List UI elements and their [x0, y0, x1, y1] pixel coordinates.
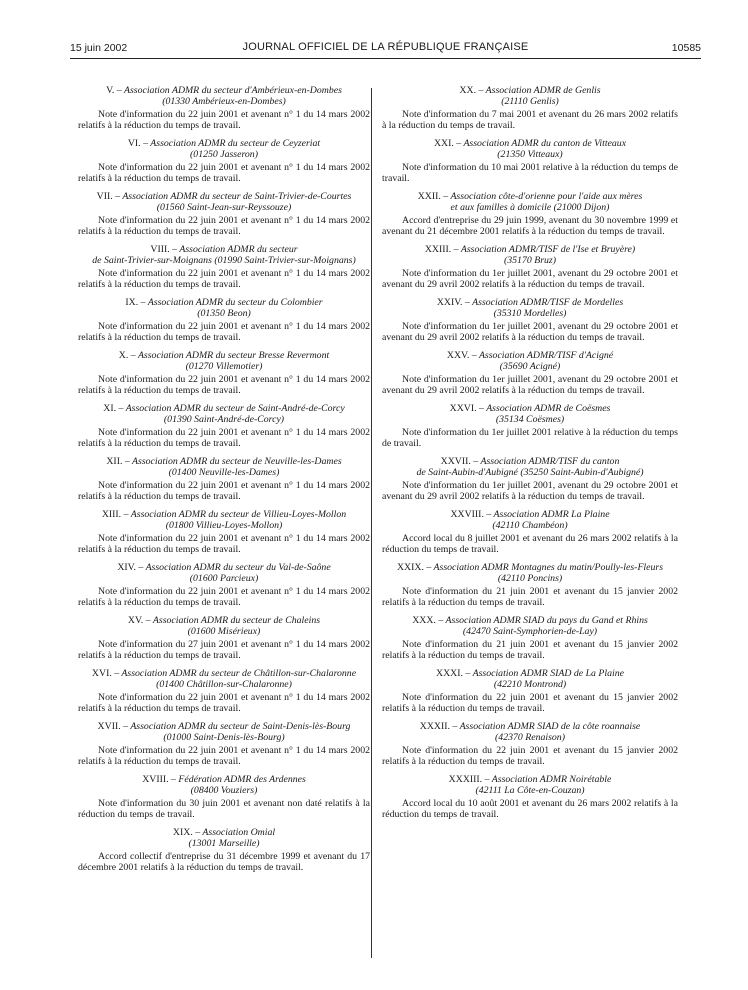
notice-entry [382, 139, 678, 184]
header-date: 15 juin 2002 [70, 42, 128, 54]
entry-place: (21110 Genlis) [501, 95, 559, 107]
notice-entry [382, 298, 678, 343]
notice-entry [382, 563, 678, 608]
entry-note: Accord collectif d'entreprise du 31 décembre 1999 et avenant du 17 décembre 2001 relatifs à la réduction du temps de travail. [78, 851, 370, 873]
entry-place: (42210 Montrond) [493, 678, 567, 690]
entry-number: V. – [106, 85, 122, 96]
entry-place: (42110 Poncins) [497, 572, 563, 584]
entry-place: (42111 La Côte-en-Couzan) [475, 784, 585, 796]
entry-place: (35690 Acigné) [499, 360, 561, 372]
entry-number: XX. – [459, 85, 484, 96]
page-number: 10585 [671, 42, 701, 54]
notice-entry [78, 245, 370, 290]
journal-title: JOURNAL OFFICIEL DE LA RÉPUBLIQUE FRANÇAISE [242, 41, 529, 53]
entry-place: (35134 Coësmes) [495, 413, 565, 425]
left-column [78, 86, 370, 881]
entry-title: Association ADMR SIAD de La Plaine [472, 668, 624, 679]
entry-title: Association ADMR du secteur [179, 244, 298, 255]
entry-heading [382, 298, 678, 319]
entry-place: (35170 Bruz) [504, 254, 556, 266]
entry-note: Note d'information du 22 juin 2001 et avenant n° 1 du 14 mars 2002 relatifs à la réduction du temps de travail. [78, 745, 370, 767]
entry-number: XXIII. – [424, 244, 459, 255]
entry-heading [78, 828, 370, 849]
entry-number: XIV. – [117, 562, 144, 573]
entry-note: Note d'information du 7 mai 2001 et avenant du 26 mars 2002 relatifs à la réduction du temps de travail. [382, 109, 678, 131]
notice-entry [78, 86, 370, 131]
notice-entry [78, 722, 370, 767]
entry-note: Note d'information du 22 juin 2001 et avenant n° 1 du 14 mars 2002 relatifs à la réduction du temps de travail. [78, 427, 370, 449]
entry-number: XV. – [127, 615, 151, 626]
entry-place: (35310 Mordelles) [493, 307, 567, 319]
entry-place: (01400 Châtillon-sur-Chalaronne) [156, 678, 292, 690]
entry-heading [78, 298, 370, 319]
notice-entry [78, 828, 370, 873]
entry-number: XVI. – [91, 668, 120, 679]
entry-note: Note d'information du 22 juin 2001 et avenant n° 1 du 14 mars 2002 relatifs à la réduction du temps de travail. [78, 374, 370, 396]
entry-place: (01250 Jasseron) [190, 148, 258, 160]
entry-number: XXVI. – [449, 403, 484, 414]
entry-number: XXXIII. – [448, 774, 490, 785]
entry-number: XXVII. – [440, 456, 479, 467]
entry-note: Note d'information du 22 juin 2001 et avenant n° 1 du 14 mars 2002 relatifs à la réduction du temps de travail. [78, 321, 370, 343]
entry-place: (01390 Saint-André-de-Corcy) [163, 413, 285, 425]
entry-note: Accord local du 8 juillet 2001 et avenant du 26 mars 2002 relatifs à la réduction du temps de travail. [382, 533, 678, 555]
entry-heading [78, 139, 370, 160]
entry-title: Association ADMR Montagnes du matin/Poully-les-Fleurs [433, 562, 664, 573]
entry-heading [382, 457, 678, 478]
entry-place: (01270 Villemotier) [185, 360, 263, 372]
entry-place: (42470 Saint-Symphorien-de-Lay) [462, 625, 598, 637]
entry-title: Association ADMR/TISF d'Acigné [478, 350, 614, 361]
entry-title: Association ADMR du secteur d'Ambérieux-en-Dombes [123, 85, 342, 96]
entry-title: Association ADMR du secteur de Neuville-les-Dames [132, 456, 342, 467]
entry-number: VIII. – [150, 244, 178, 255]
entry-number: XXX. – [412, 615, 444, 626]
notice-entry [78, 563, 370, 608]
entry-note: Note d'information du 22 juin 2001 et avenant n° 1 du 14 mars 2002 relatifs à la réduction du temps de travail. [78, 162, 370, 184]
entry-title: Association ADMR du secteur du Val-de-Saône [145, 562, 331, 573]
entry-note: Note d'information du 21 juin 2001 et avenant du 15 janvier 2002 relatifs à la réduction du temps de travail. [382, 586, 678, 608]
entry-heading [78, 510, 370, 531]
entry-title: Association ADMR du secteur de Saint-André-de-Corcy [125, 403, 345, 414]
entry-title: Association ADMR du secteur du Colombier [147, 297, 323, 308]
entry-number: XII. – [106, 456, 130, 467]
entry-note: Note d'information du 22 juin 2001 et avenant du 15 janvier 2002 relatifs à la réduction du temps de travail. [382, 692, 678, 714]
entry-number: XXI. – [433, 138, 462, 149]
entry-heading [382, 404, 678, 425]
entry-number: VI. – [127, 138, 148, 149]
entry-title: Association ADMR du secteur de Ceyzeriat [150, 138, 321, 149]
entry-title: Fédération ADMR des Ardennes [178, 774, 306, 785]
entry-title: Association ADMR La Plaine [493, 509, 610, 520]
notice-entry [78, 669, 370, 714]
entry-title: Association ADMR SIAD de la côte roannaise [459, 721, 641, 732]
entry-place: de Saint-Aubin-d'Aubigné (35250 Saint-Aubin-d'Aubigné) [416, 466, 644, 478]
entry-number: XI. – [103, 403, 124, 414]
entry-note: Accord local du 10 août 2001 et avenant du 26 mars 2002 relatifs à la réduction du temps de travail. [382, 798, 678, 820]
entry-number: XIX. – [172, 827, 201, 838]
entry-heading [382, 245, 678, 266]
entry-title: Association ADMR du secteur de Saint-Denis-lès-Bourg [130, 721, 351, 732]
notice-entry [382, 86, 678, 131]
notice-entry [78, 404, 370, 449]
entry-title: Association ADMR du secteur de Villieu-Loyes-Mollon [130, 509, 347, 520]
notice-entry [78, 616, 370, 661]
entry-number: XIII. – [101, 509, 129, 520]
notice-entry [382, 351, 678, 396]
entry-heading [382, 616, 678, 637]
entry-heading [382, 86, 678, 107]
entry-heading [382, 510, 678, 531]
entry-note: Note d'information du 1er juillet 2001, avenant du 29 octobre 2001 et avenant du 29 avril 2002 relatifs à la réduction du temps de travail. [382, 268, 678, 290]
notice-entry [382, 245, 678, 290]
entry-note: Note d'information du 22 juin 2001 et avenant n° 1 du 14 mars 2002 relatifs à la réduction du temps de travail. [78, 586, 370, 608]
entry-place: (08400 Vouziers) [190, 784, 258, 796]
entry-number: XXXII. – [419, 721, 458, 732]
entry-heading [78, 775, 370, 796]
entry-note: Note d'information du 1er juillet 2001 relative à la réduction du temps de travail. [382, 427, 678, 449]
entry-place: (01560 Saint-Jean-sur-Reyssouze) [156, 201, 292, 213]
entry-number: XXIV. – [436, 297, 470, 308]
entry-title: Association ADMR/TISF du canton [480, 456, 620, 467]
header-rule [70, 58, 701, 59]
entry-title: Association ADMR de Genlis [485, 85, 601, 96]
entry-heading [78, 86, 370, 107]
entry-place: de Saint-Trivier-sur-Moignans (01990 Saint-Trivier-sur-Moignans) [92, 254, 356, 266]
entry-heading [78, 404, 370, 425]
entry-note: Note d'information du 1er juillet 2001, avenant du 29 octobre 2001 et avenant du 29 avril 2002 relatifs à la réduction du temps de travail. [382, 480, 678, 502]
entry-title: Association ADMR/TISF de Mordelles [472, 297, 624, 308]
notice-entry [382, 192, 678, 237]
entry-number: XXIX. – [396, 562, 432, 573]
page-header [70, 40, 701, 58]
entry-heading [382, 775, 678, 796]
entry-note: Note d'information du 10 mai 2001 relative à la réduction du temps de travail. [382, 162, 678, 184]
entry-title: Association ADMR du canton de Vitteaux [463, 138, 627, 149]
entry-note: Note d'information du 22 juin 2001 et avenant n° 1 du 14 mars 2002 relatifs à la réduction du temps de travail. [78, 109, 370, 131]
entry-heading [78, 722, 370, 743]
notice-entry [382, 775, 678, 820]
entry-place: (01330 Ambérieux-en-Dombes) [162, 95, 286, 107]
notice-entry [382, 404, 678, 449]
entry-place: (01350 Beon) [197, 307, 251, 319]
notice-entry [382, 722, 678, 767]
entry-number: X. – [118, 350, 136, 361]
entry-heading [78, 245, 370, 266]
entry-heading [78, 563, 370, 584]
entry-heading [78, 192, 370, 213]
entry-place: (42110 Chambéon) [492, 519, 568, 531]
entry-place: (42370 Renaison) [495, 731, 565, 743]
entry-title: Association ADMR Noirétable [491, 774, 612, 785]
entry-title: Association Omial [202, 827, 276, 838]
entry-number: XVII. – [97, 721, 129, 732]
entry-heading [382, 192, 678, 213]
entry-note: Note d'information du 30 juin 2001 et avenant non daté relatifs à la réduction du temps de travail. [78, 798, 370, 820]
entry-title: Association ADMR du secteur de Chaleins [152, 615, 321, 626]
entry-note: Note d'information du 22 juin 2001 et avenant n° 1 du 14 mars 2002 relatifs à la réduction du temps de travail. [78, 480, 370, 502]
entry-note: Note d'information du 27 juin 2001 et avenant n° 1 du 14 mars 2002 relatifs à la réduction du temps de travail. [78, 639, 370, 661]
notice-entry [78, 510, 370, 555]
entry-place: et aux familles à domicile (21000 Dijon) [450, 201, 610, 213]
entry-title: Association ADMR du secteur Bresse Revermont [137, 350, 330, 361]
entry-note: Note d'information du 21 juin 2001 et avenant du 15 janvier 2002 relatifs à la réduction du temps de travail. [382, 639, 678, 661]
entry-number: XXXI. – [436, 668, 471, 679]
entry-number: XVIII. – [142, 774, 176, 785]
notice-entry [78, 351, 370, 396]
entry-heading [382, 669, 678, 690]
entry-note: Accord d'entreprise du 29 juin 1999, avenant du 30 novembre 1999 et avenant du 21 décembre 2001 relatifs à la réduction du temps de travail. [382, 215, 678, 237]
entry-place: (01600 Misérieux) [187, 625, 261, 637]
entry-heading [382, 563, 678, 584]
right-column [382, 86, 678, 828]
notice-entry [78, 192, 370, 237]
notice-entry [382, 616, 678, 661]
entry-heading [78, 616, 370, 637]
entry-heading [382, 139, 678, 160]
entry-place: (21350 Vitteaux) [497, 148, 563, 160]
notice-entry [78, 298, 370, 343]
entry-number: XXVIII. – [450, 509, 492, 520]
entry-place: (01800 Villieu-Loyes-Mollon) [165, 519, 283, 531]
entry-title: Association ADMR du secteur de Châtillon-sur-Chalaronne [121, 668, 357, 679]
entry-place: (01400 Neuville-les-Dames) [168, 466, 280, 478]
entry-heading [382, 722, 678, 743]
entry-note: Note d'information du 22 juin 2001 et avenant n° 1 du 14 mars 2002 relatifs à la réduction du temps de travail. [78, 215, 370, 237]
entry-note: Note d'information du 22 juin 2001 et avenant n° 1 du 14 mars 2002 relatifs à la réduction du temps de travail. [78, 268, 370, 290]
entry-number: IX. – [125, 297, 146, 308]
entry-place: (01600 Parcieux) [189, 572, 259, 584]
entry-heading [78, 457, 370, 478]
notice-entry [78, 775, 370, 820]
entry-note: Note d'information du 22 juin 2001 et avenant n° 1 du 14 mars 2002 relatifs à la réduction du temps de travail. [78, 533, 370, 555]
entry-heading [78, 351, 370, 372]
notice-entry [78, 139, 370, 184]
entry-note: Note d'information du 22 juin 2001 et avenant du 15 janvier 2002 relatifs à la réduction du temps de travail. [382, 745, 678, 767]
entry-heading [382, 351, 678, 372]
entry-number: XXII. – [417, 191, 449, 202]
entry-note: Note d'information du 22 juin 2001 et avenant n° 1 du 14 mars 2002 relatifs à la réduction du temps de travail. [78, 692, 370, 714]
notice-entry [382, 510, 678, 555]
entry-number: VII. – [96, 191, 121, 202]
entry-title: Association ADMR SIAD du pays du Gand et Rhins [445, 615, 648, 626]
notice-entry [382, 669, 678, 714]
column-divider [371, 88, 372, 958]
entry-place: (13001 Marseille) [188, 837, 260, 849]
entry-note: Note d'information du 1er juillet 2001, avenant du 29 octobre 2001 et avenant du 29 avril 2002 relatifs à la réduction du temps de travail. [382, 321, 678, 343]
entry-place: (01000 Saint-Denis-lès-Bourg) [163, 731, 285, 743]
entry-title: Association ADMR du secteur de Saint-Trivier-de-Courtes [122, 191, 352, 202]
entry-title: Association ADMR de Coësmes [486, 403, 611, 414]
notice-entry [382, 457, 678, 502]
notice-entry [78, 457, 370, 502]
entry-heading [78, 669, 370, 690]
entry-number: XXV. – [446, 350, 477, 361]
entry-title: Association ADMR/TISF de l'Ise et Bruyère) [460, 244, 636, 255]
entry-note: Note d'information du 1er juillet 2001, avenant du 29 octobre 2001 et avenant du 29 avril 2002 relatifs à la réduction du temps de travail. [382, 374, 678, 396]
entry-title: Association côte-d'orienne pour l'aide aux mères [450, 191, 643, 202]
